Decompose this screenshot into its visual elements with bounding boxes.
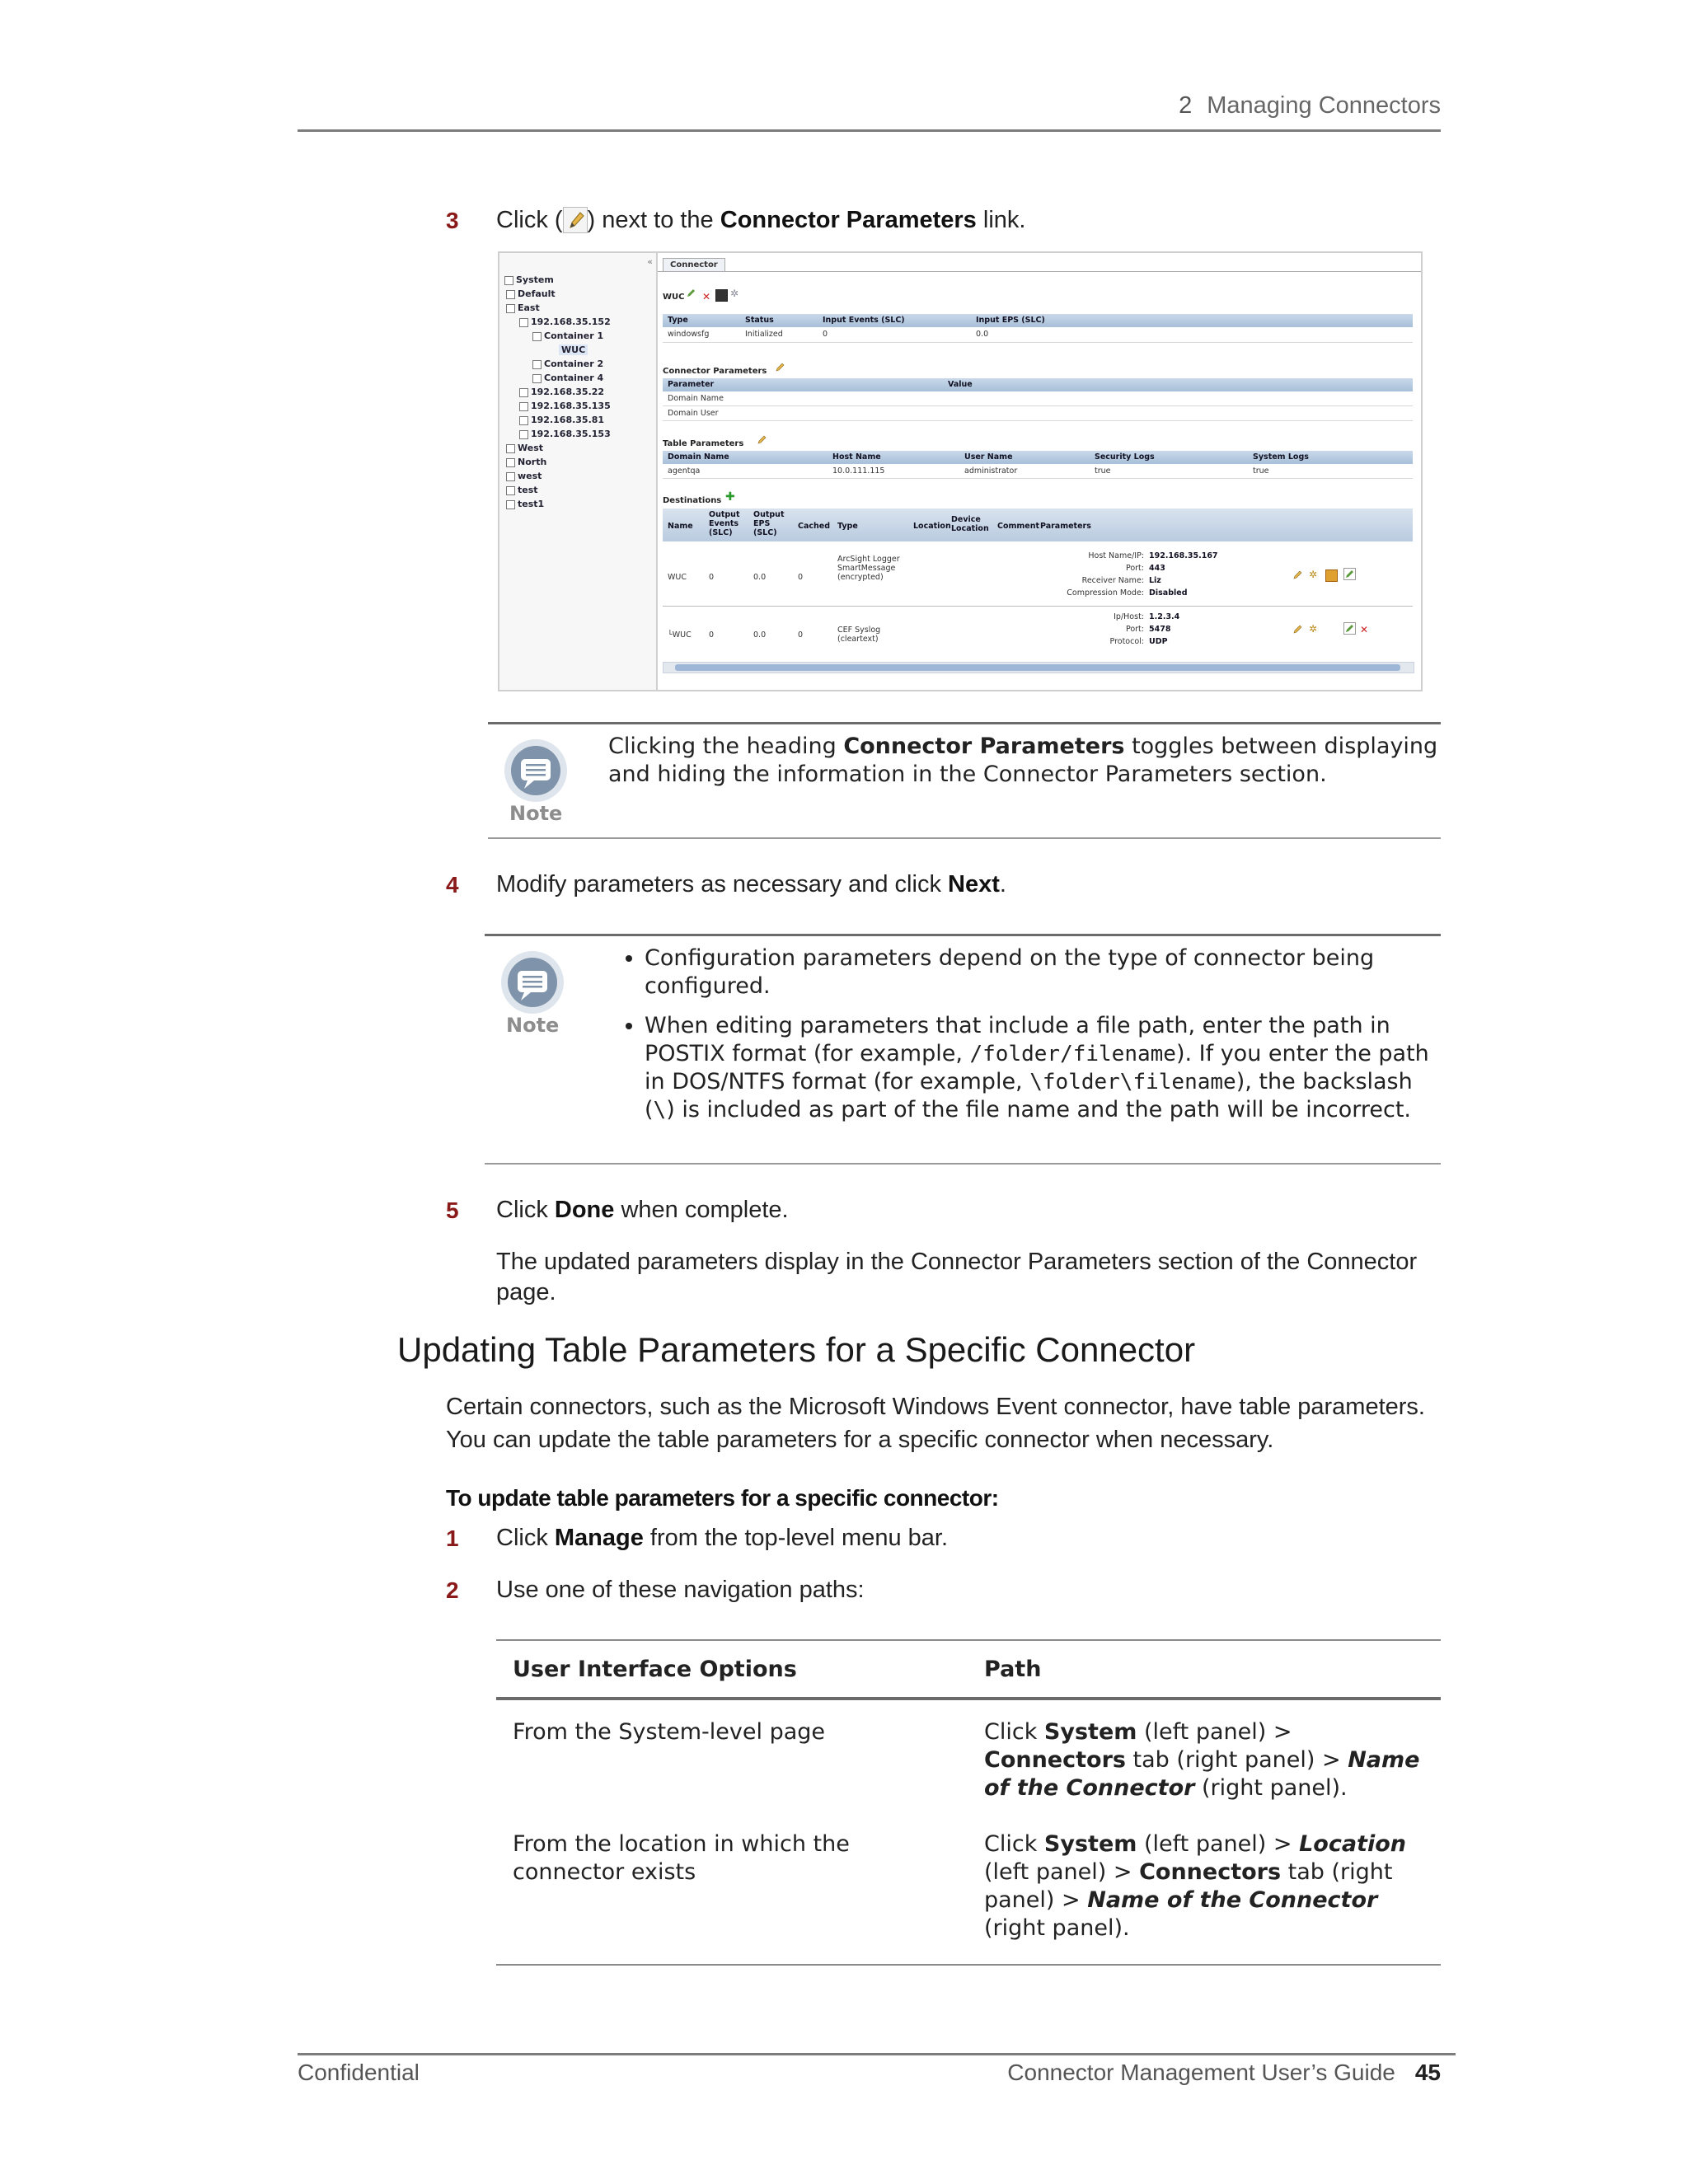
step-4-number: 4 bbox=[446, 872, 459, 898]
delete-icon[interactable]: ✕ bbox=[1360, 624, 1369, 635]
collapse-icon[interactable]: « bbox=[647, 256, 653, 267]
note-1-text: Clicking the heading Connector Parameters toggles between displaying and hiding the information in the Connector Parameters section. bbox=[608, 733, 1438, 787]
edit-connector-icon[interactable] bbox=[686, 288, 696, 298]
substep-2-number: 2 bbox=[446, 1577, 459, 1603]
table-parameters-heading[interactable]: Table Parameters bbox=[663, 439, 744, 448]
gear-icon[interactable]: ✲ bbox=[1309, 623, 1318, 635]
tree-item[interactable]: West bbox=[506, 443, 543, 453]
pencil-icon[interactable] bbox=[1292, 624, 1303, 635]
terminal-icon[interactable] bbox=[715, 289, 728, 302]
pencil-icon bbox=[563, 207, 588, 233]
package-icon[interactable] bbox=[1325, 569, 1338, 582]
tree-item[interactable]: 192.168.35.22 bbox=[519, 387, 604, 397]
list-item: • When editing parameters that include a file path, enter the path in POSTIX format (for example, /folder/filename). If you enter the path in DOS/NTFS format (for example, \folder\filename), the backslash (\) is included as part of the file name and the path will be incorrect. bbox=[645, 1012, 1441, 1124]
failover-indent: └WUC bbox=[668, 630, 692, 640]
pencil-icon[interactable] bbox=[757, 434, 767, 445]
pencil-icon[interactable] bbox=[775, 362, 785, 373]
tree-item[interactable]: North bbox=[506, 457, 546, 467]
substep-1-text: Click Manage from the top-level menu bar. bbox=[496, 1525, 949, 1551]
scrollbar-thumb[interactable] bbox=[675, 664, 1400, 671]
table-row: From the System-level page Click System (left panel) > Connectors tab (right panel) > Name of the Connector (right panel). bbox=[513, 1719, 1420, 1801]
pencil-icon[interactable] bbox=[1292, 569, 1303, 580]
right-panel: Connector WUC ✕ ✲ Type Status Input Events (SLC) Input EPS (SLC) windowsfg Initialized 0 0.0 Connector Parameters Parameter Value Domain Name Domain User Table Parameters Domain Name Host Name User Name Security Logs System Logs agentqa 10.0.111.115 administrator true true Destinations ✚ Name Output Events (SLC) Output EPS (SLC) Cached Type Location Device Location Comment Parameters WUC 0 0.0 0 ArcSight Logger SmartMessage (encrypted) Host Name/IP: 192.168.35.167 Port: 443 Receiver Name: Liz Compression Mode: Disabled ✲ └WUC 0 0.0 0 CEF Syslog (cleartext) Ip/Host: 1.2.3.4 Port: 5478 Protocol: UDP ✲ ✕ bbox=[658, 253, 1421, 690]
procedure-heading: To update table parameters for a specific connector: bbox=[446, 1485, 999, 1511]
note-label: Note bbox=[509, 802, 563, 825]
step-4-text: Modify parameters as necessary and click Next. bbox=[496, 871, 1006, 898]
section-heading: Updating Table Parameters for a Specific Connector bbox=[397, 1330, 1196, 1369]
tree-item[interactable]: test bbox=[506, 485, 538, 495]
tree-item-selected[interactable]: WUC bbox=[559, 344, 588, 355]
tree-item[interactable]: East bbox=[506, 302, 540, 313]
section-intro: Certain connectors, such as the Microsoft Windows Event connector, have table parameters. You can update the table parameters for a specific connector when necessary. bbox=[446, 1394, 1425, 1453]
tree-item[interactable]: Container 1 bbox=[532, 330, 603, 341]
table-header: User Interface Options bbox=[496, 1641, 968, 1699]
running-header bbox=[1179, 92, 1441, 120]
tree-item[interactable]: Default bbox=[506, 288, 556, 299]
settings-icon[interactable]: ✲ bbox=[730, 288, 739, 299]
step-5-paragraph: The updated parameters display in the Connector Parameters section of the Connector page. bbox=[496, 1249, 1418, 1305]
tree-item[interactable]: west bbox=[506, 471, 542, 481]
destinations-heading: Destinations bbox=[663, 496, 722, 505]
note-2-text bbox=[608, 944, 1441, 1136]
step-5-text: Click Done when complete. bbox=[496, 1197, 789, 1223]
tree-item[interactable]: System bbox=[504, 274, 554, 285]
step-3-number: 3 bbox=[446, 208, 459, 233]
step-5-number: 5 bbox=[446, 1197, 459, 1223]
table-header: Path bbox=[968, 1641, 1441, 1699]
step-3-text: Click ( ) next to the Connector Parameters link. bbox=[496, 207, 1026, 233]
substep-1-number: 1 bbox=[446, 1526, 459, 1551]
tree-item[interactable]: 192.168.35.152 bbox=[519, 316, 611, 327]
chapter-number: 2 bbox=[1179, 92, 1193, 119]
header-rule bbox=[298, 129, 1441, 132]
note-icon bbox=[498, 949, 567, 1040]
connector-screenshot bbox=[498, 251, 1423, 691]
page-number: 45 bbox=[1414, 2060, 1441, 2085]
edit-destination-icon[interactable] bbox=[1343, 622, 1356, 635]
gear-icon[interactable]: ✲ bbox=[1309, 569, 1318, 580]
horizontal-scrollbar[interactable] bbox=[663, 662, 1414, 673]
navigation-tree bbox=[499, 253, 658, 690]
add-destination-icon[interactable]: ✚ bbox=[725, 490, 735, 504]
footer-rule bbox=[298, 2053, 1456, 2055]
connector-parameters-link-text: Connector Parameters bbox=[720, 207, 977, 233]
tree-item[interactable]: 192.168.35.135 bbox=[519, 401, 611, 411]
wuc-label: WUC bbox=[663, 293, 685, 302]
chapter-title: Managing Connectors bbox=[1207, 92, 1441, 119]
tab-connector[interactable]: Connector bbox=[663, 258, 725, 271]
table-row: From the location in which the connector exists Click System (left panel) > Location (left panel) > Connectors tab (right panel) > Name of the Connector (right panel). bbox=[513, 1831, 1406, 1941]
navigation-paths-table bbox=[496, 1639, 1441, 1966]
list-item: • Configuration parameters depend on the type of connector being configured. bbox=[645, 944, 1441, 1001]
note-label: Note bbox=[506, 1014, 560, 1037]
tree-item[interactable]: test1 bbox=[506, 499, 544, 509]
tree-item[interactable]: 192.168.35.153 bbox=[519, 429, 611, 439]
note-icon bbox=[501, 738, 570, 828]
edit-destination-icon[interactable] bbox=[1343, 568, 1356, 580]
tree-item[interactable]: 192.168.35.81 bbox=[519, 415, 604, 425]
substep-2-text: Use one of these navigation paths: bbox=[496, 1577, 865, 1603]
connector-parameters-heading[interactable]: Connector Parameters bbox=[663, 367, 767, 376]
footer-confidential: Confidential bbox=[298, 2060, 420, 2085]
tree-item[interactable]: Container 2 bbox=[532, 359, 603, 369]
footer-guide-title: Connector Management User’s Guide 45 bbox=[1007, 2060, 1441, 2085]
tree-item[interactable]: Container 4 bbox=[532, 373, 603, 383]
delete-icon[interactable]: ✕ bbox=[702, 291, 711, 302]
